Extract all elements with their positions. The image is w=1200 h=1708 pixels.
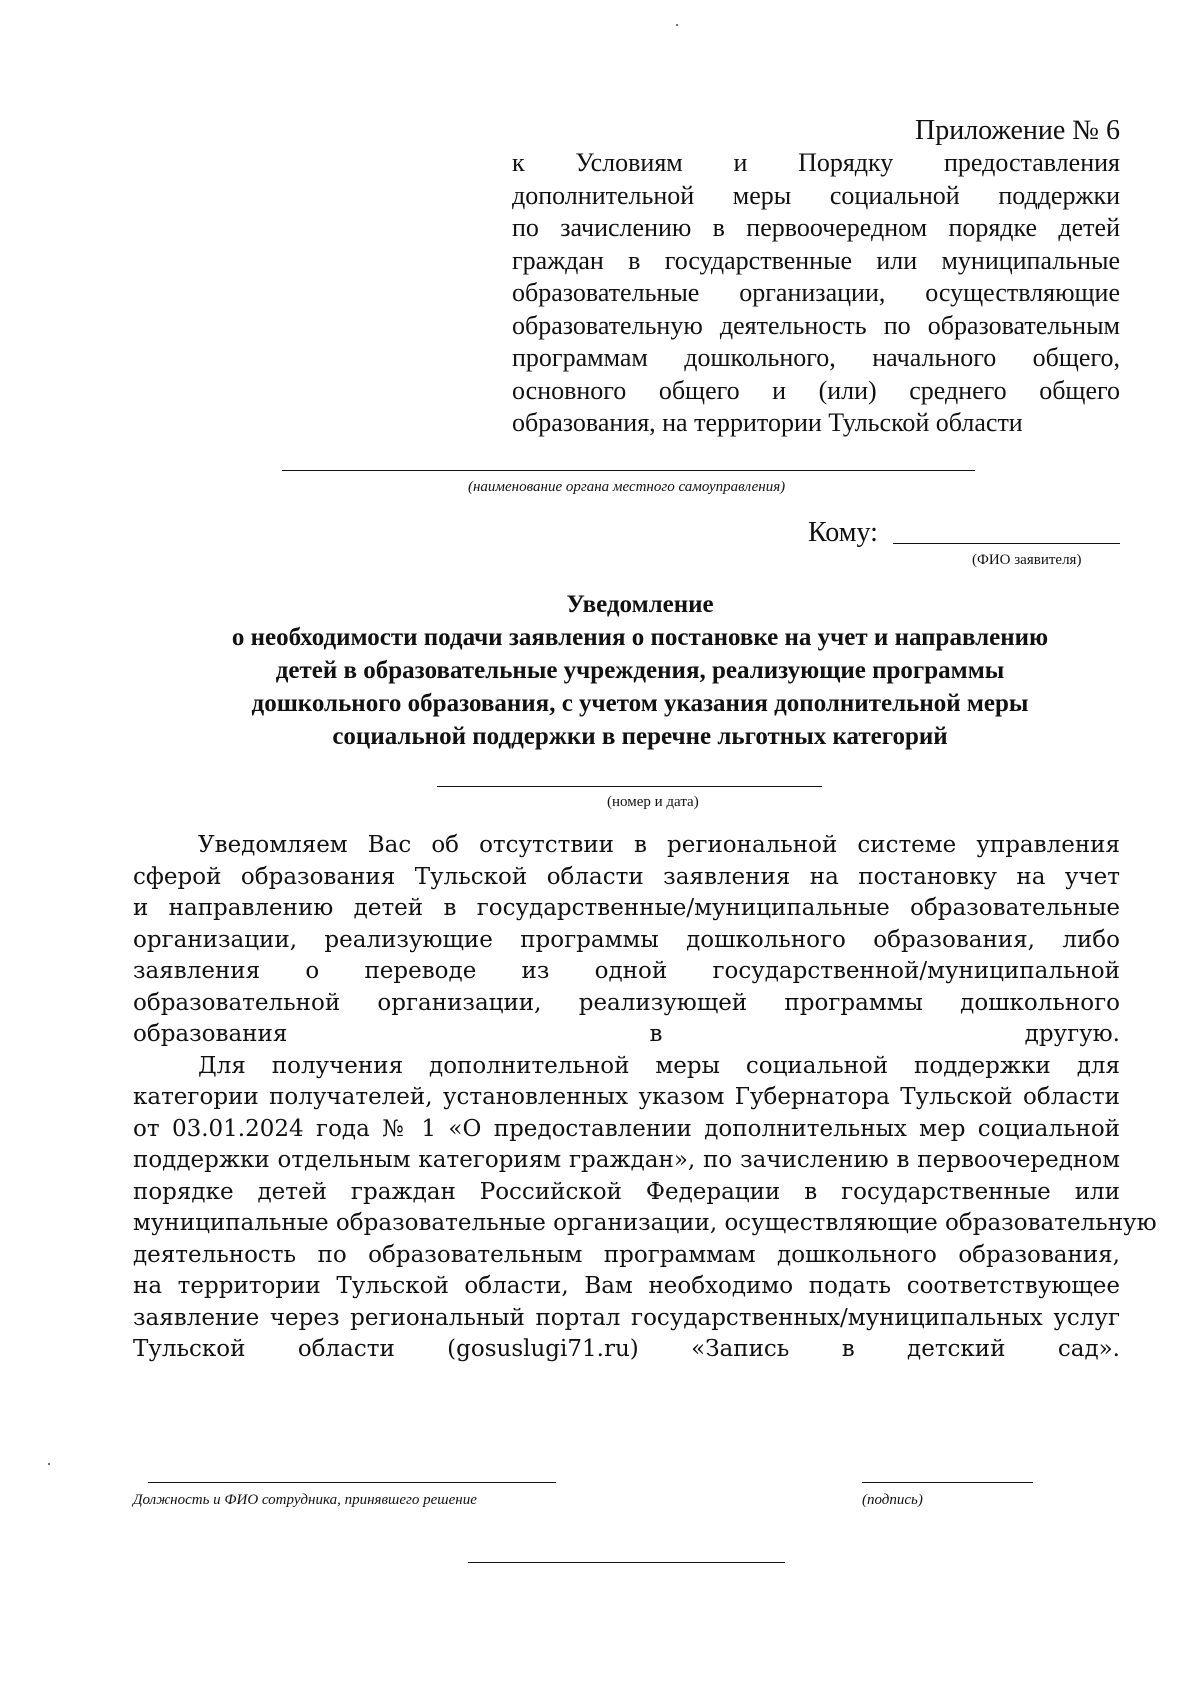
body-line: порядке детей граждан Российской Федерации в государственные или [133,1178,1120,1205]
body-line: муниципальные образовательные организации, осуществляющие образовательную [133,1210,1157,1236]
body-line: Уведомляем Вас об отсутствии в региональной системе управления [198,832,1120,858]
body-line: поддержки отдельным категориям граждан», по зачислению в первоочередном [133,1147,1120,1173]
appendix-line: образовательную деятельность по образовательным [512,310,1120,340]
body-line: Тульской области (gosuslugi71.ru) «Запись в детский сад». [133,1336,1120,1362]
bottom-line [468,1562,785,1563]
authority-name-line [282,470,975,471]
number-date-line [437,786,822,787]
number-date-caption: (номер и дата) [607,794,699,810]
signature-line [862,1482,1033,1483]
scan-dot [676,24,678,26]
notice-title-line: детей в образовательные учреждения, реализующие программы [275,657,1005,684]
signature-caption: (подпись) [862,1492,923,1508]
official-name-line [148,1482,556,1483]
appendix-line: основного общего и (или) среднего общего [512,375,1120,405]
body-line: деятельность по образовательным программам дошкольного образования, [133,1241,1120,1268]
appendix-line: образовательные организации, осуществляющие [512,278,1120,307]
body-line: на территории Тульской области, Вам необходимо подать соответствующее [133,1273,1120,1299]
official-caption: Должность и ФИО сотрудника, принявшего решение [133,1492,477,1508]
recipient-caption: (ФИО заявителя) [972,552,1082,568]
appendix-line: по зачислению в первоочередном порядке детей [512,213,1120,242]
notice-title-line: социальной поддержки в перечне льготных категорий [332,723,948,750]
body-line: Для получения дополнительной меры социальной поддержки для [198,1052,1120,1079]
notice-title-line: дошкольного образования, с учетом указания дополнительной меры [251,690,1029,717]
appendix-line: граждан в государственные или муниципальные [512,245,1120,275]
body-line: заявление через региональный портал государственных/муниципальных услуг [133,1304,1120,1331]
appendix-subtitle [512,147,1120,440]
body-line: от 03.01.2024 года № 1 «О предоставлении дополнительных мер социальной [133,1115,1120,1142]
recipient-name-line [893,543,1120,544]
notice-title-line: Уведомление [566,591,714,618]
notice-title [140,588,1140,753]
appendix-title: Приложение № 6 [915,115,1120,146]
body-line: и направлению детей в государственные/муниципальные образовательные [133,895,1120,921]
scan-dot [48,1463,50,1465]
notice-body [133,830,1157,1366]
appendix-line: к Условиям и Порядку предоставления [512,148,1120,177]
body-line: образовательной организации, реализующей программы дошкольного [133,989,1120,1016]
notice-title-line: о необходимости подачи заявления о постановке на учет и направлению [231,624,1049,651]
appendix-line: дополнительной меры социальной поддержки [512,180,1120,210]
body-line: заявления о переводе из одной государственной/муниципальной [133,958,1120,984]
body-line: образования в другую. [133,1021,1120,1047]
body-line: категории получателей, установленных указом Губернатора Тульской области [133,1084,1120,1110]
recipient-label: Кому: [808,517,878,548]
authority-caption: (наименование органа местного самоуправления) [468,479,786,495]
appendix-line: образования, на территории Тульской области [512,408,1023,437]
body-line: сферой образования Тульской области заявления на постановку на учет [133,863,1120,890]
appendix-line: программам дошкольного, начального общего, [512,343,1120,372]
body-line: организации, реализующие программы дошкольного образования, либо [133,926,1120,953]
